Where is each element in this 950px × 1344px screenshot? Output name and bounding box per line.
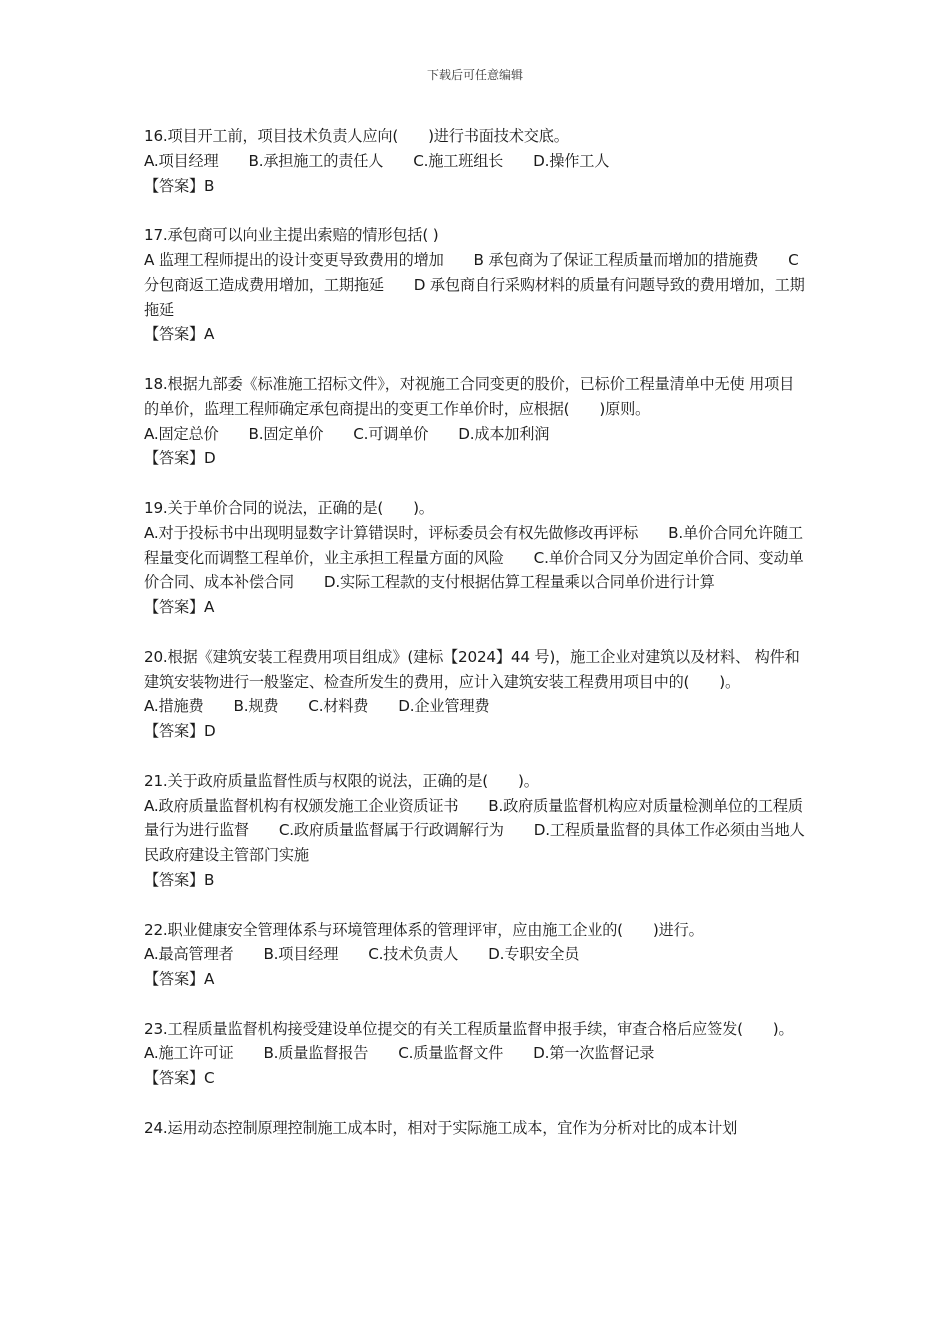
question-options: A.对于投标书中出现明显数字计算错误时，评标委员会有权先做修改再评标 B.单价合同允许随工程量变化而调整工程单价，业主承担工程量方面的风险 C.单价合同又分为固定单价合同、变动单价合同、成本补偿合同 D.实际工程款的支付根据估算工程量乘以合同单价进行计算	[144, 523, 804, 592]
question-23	[144, 1017, 806, 1091]
question-options: A.施工许可证 B.质量监督报告 C.质量监督文件 D.第一次监督记录	[144, 1044, 655, 1063]
question-20	[144, 645, 806, 744]
question-stem: 20.根据《建筑安装工程费用项目组成》(建标【2024】44 号)，施工企业对建筑以及材料、 构件和建筑安装物进行一般鉴定、检查所发生的费用，应计入建筑安装工程费用项目中的( )。	[144, 647, 800, 691]
question-24	[144, 1116, 806, 1141]
question-21	[144, 769, 806, 893]
document-body	[144, 124, 806, 1165]
question-answer: 【答案】A	[144, 325, 215, 344]
question-options: A.项目经理 B.承担施工的责任人 C.施工班组长 D.操作工人	[144, 151, 610, 170]
question-answer: 【答案】A	[144, 970, 215, 989]
question-options: A.最高管理者 B.项目经理 C.技术负责人 D.专职安全员	[144, 945, 580, 964]
question-stem: 23.工程质量监督机构接受建设单位提交的有关工程质量监督申报手续，审查合格后应签发( )。	[144, 1019, 794, 1038]
question-stem: 24.运用动态控制原理控制施工成本时，相对于实际施工成本，宜作为分析对比的成本计划	[144, 1118, 738, 1137]
question-18	[144, 372, 806, 471]
question-stem: 22.职业健康安全管理体系与环境管理体系的管理评审，应由施工企业的( )进行。	[144, 920, 704, 939]
question-stem: 18.根据九部委《标准施工招标文件》，对视施工合同变更的股价，已标价工程量清单中无使 用项目的单价，监理工程师确定承包商提出的变更工作单价时，应根据( )原则。	[144, 374, 795, 418]
question-answer: 【答案】D	[144, 722, 216, 741]
question-stem: 17.承包商可以向业主提出索赔的情形包括( )	[144, 226, 439, 245]
question-options: A.措施费 B.规费 C.材料费 D.企业管理费	[144, 697, 490, 716]
question-answer: 【答案】C	[144, 1069, 215, 1088]
question-16	[144, 124, 806, 198]
question-stem: 19.关于单价合同的说法，正确的是( )。	[144, 498, 434, 517]
question-options: A 监理工程师提出的设计变更导致费用的增加 B 承包商为了保证工程质量而增加的措施费 C 分包商返工造成费用增加，工期拖延 D 承包商自行采购材料的质量有问题导致的费用增加，工期拖延	[144, 250, 805, 319]
question-stem: 21.关于政府质量监督性质与权限的说法，正确的是( )。	[144, 771, 539, 790]
question-answer: 【答案】B	[144, 176, 215, 195]
question-22	[144, 918, 806, 992]
question-answer: 【答案】B	[144, 870, 215, 889]
page-header: 下载后可任意编辑	[426, 68, 523, 82]
question-17	[144, 223, 806, 347]
question-stem: 16.项目开工前，项目技术负责人应向( )进行书面技术交底。	[144, 127, 569, 145]
question-answer: 【答案】D	[144, 449, 216, 468]
question-19	[144, 496, 806, 620]
question-answer: 【答案】A	[144, 598, 215, 617]
question-options: A.政府质量监督机构有权颁发施工企业资质证书 B.政府质量监督机构应对质量检测单位的工程质量行为进行监督 C.政府质量监督属于行政调解行为 D.工程质量监督的具体工作必须由当地人民政府建设主管部门实施	[144, 796, 805, 865]
question-options: A.固定总价 B.固定单价 C.可调单价 D.成本加利润	[144, 424, 550, 443]
